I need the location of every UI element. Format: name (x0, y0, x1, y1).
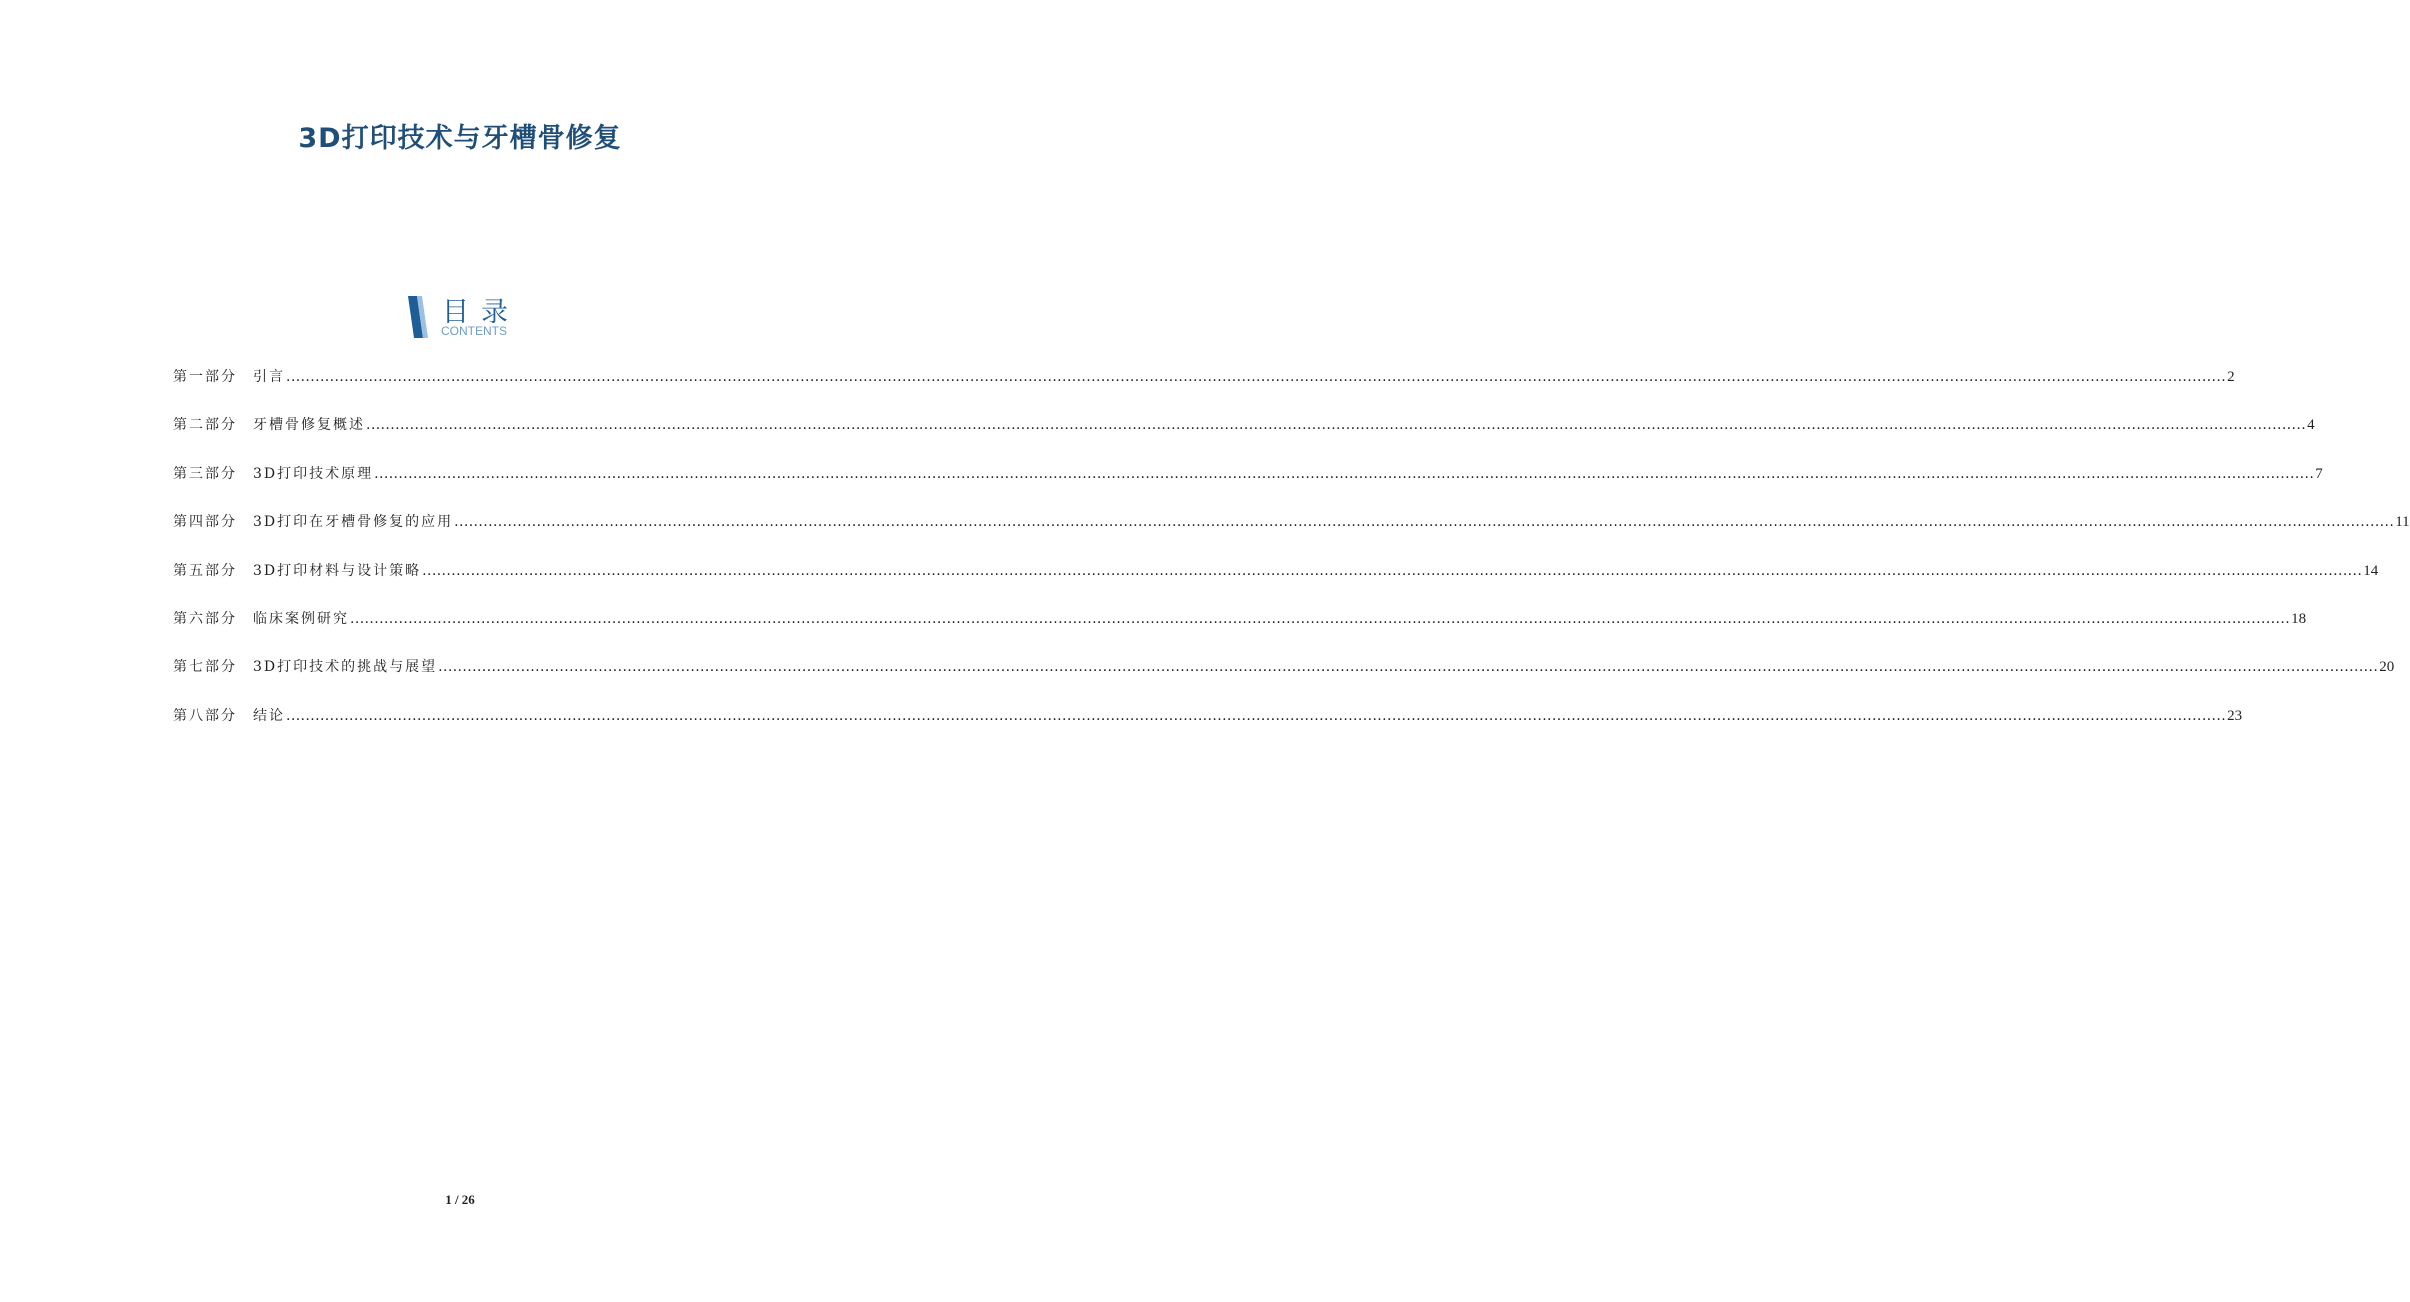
document-title: 3D打印技术与牙槽骨修复 (298, 123, 622, 154)
toc-entry-page: 7 (2315, 465, 2323, 482)
toc-entry-part: 第五部分 (173, 562, 237, 579)
toc-dot-leader: ................................................................................................................................................................................................................................................................................................................................................................................................................ (374, 465, 2315, 482)
toc-dot-leader: ................................................................................................................................................................................................................................................................................................................................................................................................................ (422, 562, 2363, 579)
toc-entry[interactable] (173, 510, 2410, 558)
toc-entry-title: 结论 (253, 707, 285, 724)
toc-entry-part: 第六部分 (173, 610, 237, 627)
toc-entry[interactable] (173, 704, 2243, 752)
toc-entry-title: 3D打印技术的挑战与展望 (253, 659, 438, 676)
toc-entry-title: 3D打印在牙槽骨修复的应用 (253, 514, 454, 531)
toc-entry[interactable] (173, 655, 2395, 703)
toc-entry-title: 3D打印技术原理 (253, 465, 374, 482)
toc-dot-leader: ................................................................................................................................................................................................................................................................................................................................................................................................................ (286, 369, 2227, 385)
toc-entry[interactable] (173, 365, 2235, 413)
toc-entry-part: 第七部分 (173, 659, 237, 676)
toc-dot-leader: ................................................................................................................................................................................................................................................................................................................................................................................................................ (350, 610, 2291, 627)
page-indicator: 1 / 26 (445, 1192, 475, 1207)
toc-heading: 目录 (442, 297, 520, 328)
toc-entry-title: 引言 (253, 369, 285, 385)
toc-dot-leader: ................................................................................................................................................................................................................................................................................................................................................................................................................ (454, 514, 2395, 531)
toc-header (408, 294, 528, 340)
toc-entry[interactable] (173, 462, 2323, 510)
toc-entry-part: 第二部分 (173, 417, 237, 434)
toc-entry-part: 第一部分 (173, 369, 237, 385)
toc-entry-page: 11 (2395, 514, 2410, 531)
toc-subheading: CONTENTS (441, 324, 507, 338)
toc-entry-page: 4 (2307, 417, 2315, 434)
toc-entry-page: 14 (2363, 562, 2379, 579)
toc-entry-title: 3D打印材料与设计策略 (253, 562, 422, 579)
toc-entry[interactable] (173, 559, 2379, 607)
toc-entry-page: 18 (2291, 610, 2307, 627)
toc-entry[interactable] (173, 607, 2307, 655)
toc-list (173, 365, 2410, 752)
toc-dot-leader: ................................................................................................................................................................................................................................................................................................................................................................................................................ (438, 659, 2379, 676)
toc-slash-icon (408, 296, 432, 338)
toc-entry-page: 23 (2227, 707, 2243, 724)
toc-entry-part: 第三部分 (173, 465, 237, 482)
toc-dot-leader: ................................................................................................................................................................................................................................................................................................................................................................................................................ (286, 707, 2227, 724)
toc-entry-part: 第四部分 (173, 514, 237, 531)
toc-entry[interactable] (173, 413, 2315, 461)
toc-dot-leader: ................................................................................................................................................................................................................................................................................................................................................................................................................ (366, 417, 2307, 434)
toc-entry-title: 牙槽骨修复概述 (253, 417, 365, 434)
toc-entry-page: 20 (2379, 659, 2395, 676)
toc-entry-part: 第八部分 (173, 707, 237, 724)
toc-entry-page: 2 (2227, 369, 2235, 385)
toc-entry-title: 临床案例研究 (253, 610, 349, 627)
